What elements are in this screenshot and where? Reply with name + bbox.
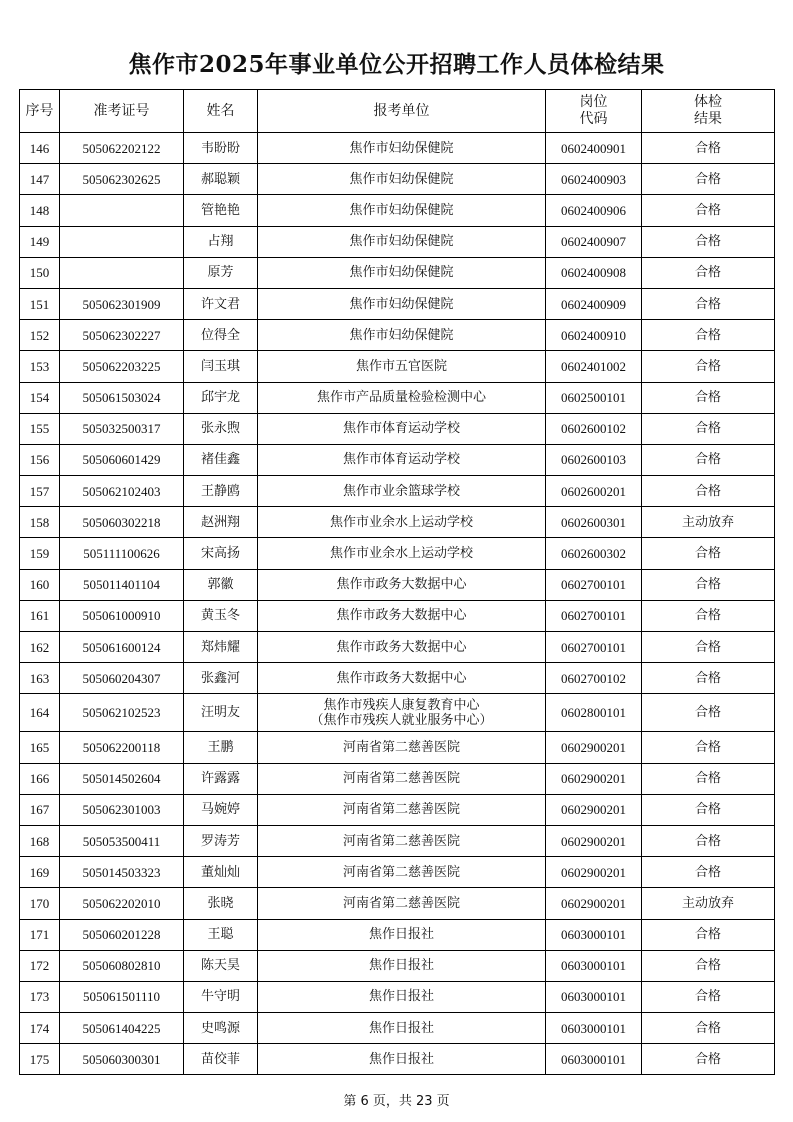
cell-unit: 焦作市妇幼保健院 — [258, 320, 546, 351]
cell-post-code: 0603000101 — [546, 981, 642, 1012]
cell-unit: 焦作市政务大数据中心 — [258, 632, 546, 663]
results-table — [19, 89, 775, 1075]
cell-result: 合格 — [642, 195, 775, 226]
cell-unit-line1: 焦作市残疾人康复教育中心 — [323, 697, 480, 713]
cell-exam-no: 505062102523 — [60, 694, 184, 732]
cell-seq: 148 — [20, 195, 60, 226]
cell-exam-no: 505060601429 — [60, 444, 184, 475]
cell-seq: 163 — [20, 663, 60, 694]
cell-unit: 焦作市五官医院 — [258, 351, 546, 382]
cell-name: 董灿灿 — [184, 857, 258, 888]
cell-result: 合格 — [642, 476, 775, 507]
cell-result: 合格 — [642, 600, 775, 631]
cell-result: 合格 — [642, 1044, 775, 1075]
cell-post-code: 0602400907 — [546, 226, 642, 257]
table-row — [20, 888, 775, 919]
cell-name: 苗佼菲 — [184, 1044, 258, 1075]
cell-exam-no: 505062102403 — [60, 476, 184, 507]
cell-seq: 146 — [20, 133, 60, 164]
cell-result: 合格 — [642, 694, 775, 732]
cell-post-code: 0602900201 — [546, 888, 642, 919]
cell-exam-no: 505061503024 — [60, 382, 184, 413]
cell-result: 合格 — [642, 981, 775, 1012]
cell-name: 郝聪颖 — [184, 164, 258, 195]
cell-name: 张永煦 — [184, 413, 258, 444]
cell-unit: 焦作市妇幼保健院 — [258, 257, 546, 288]
cell-name: 马婉婷 — [184, 794, 258, 825]
cell-exam-no: 505061404225 — [60, 1013, 184, 1044]
cell-name: 汪明友 — [184, 694, 258, 732]
header-unit: 报考单位 — [258, 90, 546, 133]
cell-result: 合格 — [642, 919, 775, 950]
table-row — [20, 1044, 775, 1075]
cell-result: 合格 — [642, 226, 775, 257]
cell-unit: 焦作市产品质量检验检测中心 — [258, 382, 546, 413]
cell-seq: 154 — [20, 382, 60, 413]
cell-seq: 159 — [20, 538, 60, 569]
table-body — [20, 133, 775, 1075]
cell-seq: 160 — [20, 569, 60, 600]
cell-exam-no: 505060802810 — [60, 950, 184, 981]
cell-seq: 165 — [20, 732, 60, 763]
cell-unit: 焦作日报社 — [258, 950, 546, 981]
table-row — [20, 763, 775, 794]
cell-exam-no: 505062202010 — [60, 888, 184, 919]
table-row — [20, 351, 775, 382]
cell-result: 合格 — [642, 1013, 775, 1044]
cell-exam-no: 505032500317 — [60, 413, 184, 444]
cell-name: 王静鸥 — [184, 476, 258, 507]
header-post-code-line1: 岗位 — [579, 94, 608, 110]
cell-result: 合格 — [642, 257, 775, 288]
table-row — [20, 1013, 775, 1044]
cell-unit: 焦作市业余水上运动学校 — [258, 507, 546, 538]
table-row — [20, 226, 775, 257]
cell-seq: 169 — [20, 857, 60, 888]
header-name: 姓名 — [184, 90, 258, 133]
cell-result: 主动放弃 — [642, 507, 775, 538]
cell-exam-no: 505060204307 — [60, 663, 184, 694]
cell-seq: 152 — [20, 320, 60, 351]
cell-exam-no: 505062301909 — [60, 288, 184, 319]
cell-exam-no: 505060302218 — [60, 507, 184, 538]
cell-seq: 151 — [20, 288, 60, 319]
cell-result: 合格 — [642, 413, 775, 444]
cell-name: 闫玉琪 — [184, 351, 258, 382]
cell-post-code: 0602900201 — [546, 825, 642, 856]
table-row — [20, 382, 775, 413]
cell-exam-no: 505061501110 — [60, 981, 184, 1012]
cell-seq: 167 — [20, 794, 60, 825]
table-row — [20, 732, 775, 763]
table-row — [20, 632, 775, 663]
header-result-line2: 结果 — [694, 111, 722, 127]
cell-unit: 焦作市政务大数据中心 — [258, 600, 546, 631]
table-row — [20, 950, 775, 981]
cell-unit: 河南省第二慈善医院 — [258, 732, 546, 763]
cell-seq: 164 — [20, 694, 60, 732]
cell-name: 宋高扬 — [184, 538, 258, 569]
table-row — [20, 569, 775, 600]
cell-seq: 153 — [20, 351, 60, 382]
cell-name: 牛守明 — [184, 981, 258, 1012]
table-header-row — [20, 90, 775, 133]
table-row — [20, 257, 775, 288]
cell-post-code: 0602600302 — [546, 538, 642, 569]
cell-unit: 焦作市妇幼保健院 — [258, 164, 546, 195]
cell-seq: 170 — [20, 888, 60, 919]
cell-post-code: 0603000101 — [546, 919, 642, 950]
cell-post-code: 0602600301 — [546, 507, 642, 538]
cell-post-code: 0602900201 — [546, 763, 642, 794]
cell-unit: 焦作市妇幼保健院 — [258, 226, 546, 257]
cell-result: 合格 — [642, 950, 775, 981]
header-seq: 序号 — [20, 90, 60, 133]
cell-exam-no — [60, 195, 184, 226]
cell-name: 陈天昊 — [184, 950, 258, 981]
table-row — [20, 413, 775, 444]
cell-result: 合格 — [642, 794, 775, 825]
cell-name: 张鑫河 — [184, 663, 258, 694]
page-footer: 第 6 页，共 23 页 — [343, 1094, 450, 1109]
cell-result: 主动放弃 — [642, 888, 775, 919]
cell-seq: 158 — [20, 507, 60, 538]
cell-post-code: 0603000101 — [546, 1013, 642, 1044]
cell-seq: 172 — [20, 950, 60, 981]
cell-exam-no: 505062203225 — [60, 351, 184, 382]
header-exam-no: 准考证号 — [60, 90, 184, 133]
cell-result: 合格 — [642, 382, 775, 413]
table-row — [20, 857, 775, 888]
cell-exam-no: 505011401104 — [60, 569, 184, 600]
cell-unit-line2: （焦作市残疾人就业服务中心） — [310, 712, 493, 728]
table-row — [20, 919, 775, 950]
table-row — [20, 164, 775, 195]
cell-post-code: 0602600201 — [546, 476, 642, 507]
cell-name: 张晓 — [184, 888, 258, 919]
cell-post-code: 0602900201 — [546, 732, 642, 763]
header-result — [642, 90, 775, 133]
cell-name: 罗涛芳 — [184, 825, 258, 856]
cell-unit: 焦作市体育运动学校 — [258, 444, 546, 475]
cell-seq: 171 — [20, 919, 60, 950]
cell-seq: 162 — [20, 632, 60, 663]
cell-post-code: 0602800101 — [546, 694, 642, 732]
cell-name: 管艳艳 — [184, 195, 258, 226]
cell-exam-no: 505062302227 — [60, 320, 184, 351]
cell-unit: 焦作市业余水上运动学校 — [258, 538, 546, 569]
header-result-line1: 体检 — [694, 94, 722, 110]
cell-unit: 焦作日报社 — [258, 981, 546, 1012]
cell-result: 合格 — [642, 732, 775, 763]
cell-seq: 156 — [20, 444, 60, 475]
table-row — [20, 507, 775, 538]
cell-seq: 161 — [20, 600, 60, 631]
cell-exam-no: 505053500411 — [60, 825, 184, 856]
cell-seq: 155 — [20, 413, 60, 444]
table-row — [20, 288, 775, 319]
cell-seq: 174 — [20, 1013, 60, 1044]
cell-name: 王聪 — [184, 919, 258, 950]
cell-name: 原芳 — [184, 257, 258, 288]
cell-unit: 焦作市政务大数据中心 — [258, 663, 546, 694]
table-row — [20, 663, 775, 694]
table-row — [20, 794, 775, 825]
cell-post-code: 0602700101 — [546, 600, 642, 631]
cell-post-code: 0602400903 — [546, 164, 642, 195]
cell-unit: 焦作市妇幼保健院 — [258, 288, 546, 319]
cell-seq: 149 — [20, 226, 60, 257]
cell-result: 合格 — [642, 825, 775, 856]
cell-exam-no: 505060300301 — [60, 1044, 184, 1075]
cell-exam-no — [60, 226, 184, 257]
cell-name: 位得全 — [184, 320, 258, 351]
cell-result: 合格 — [642, 663, 775, 694]
cell-unit: 焦作日报社 — [258, 1044, 546, 1075]
cell-unit: 河南省第二慈善医院 — [258, 857, 546, 888]
cell-post-code: 0603000101 — [546, 1044, 642, 1075]
cell-post-code: 0602700102 — [546, 663, 642, 694]
cell-result: 合格 — [642, 857, 775, 888]
header-post-code — [546, 90, 642, 133]
cell-name: 郭徽 — [184, 569, 258, 600]
cell-exam-no: 505062202122 — [60, 133, 184, 164]
cell-post-code: 0602600103 — [546, 444, 642, 475]
cell-name: 韦盼盼 — [184, 133, 258, 164]
table-row — [20, 600, 775, 631]
cell-result: 合格 — [642, 632, 775, 663]
cell-seq: 147 — [20, 164, 60, 195]
cell-unit: 河南省第二慈善医院 — [258, 794, 546, 825]
cell-post-code: 0602401002 — [546, 351, 642, 382]
table-row — [20, 538, 775, 569]
cell-name: 赵洲翔 — [184, 507, 258, 538]
cell-seq: 175 — [20, 1044, 60, 1075]
cell-exam-no: 505062200118 — [60, 732, 184, 763]
cell-exam-no: 505061000910 — [60, 600, 184, 631]
header-post-code-line2: 代码 — [579, 111, 608, 127]
cell-post-code: 0602500101 — [546, 382, 642, 413]
cell-result: 合格 — [642, 444, 775, 475]
table-row — [20, 825, 775, 856]
cell-result: 合格 — [642, 569, 775, 600]
cell-result: 合格 — [642, 288, 775, 319]
cell-unit — [258, 694, 546, 732]
cell-seq: 173 — [20, 981, 60, 1012]
cell-exam-no: 505062301003 — [60, 794, 184, 825]
table-row — [20, 981, 775, 1012]
cell-result: 合格 — [642, 351, 775, 382]
cell-exam-no: 505111100626 — [60, 538, 184, 569]
cell-name: 郑炜耀 — [184, 632, 258, 663]
table-row — [20, 320, 775, 351]
cell-unit: 焦作市体育运动学校 — [258, 413, 546, 444]
page-title: 焦作市2025年事业单位公开招聘工作人员体检结果 — [128, 51, 665, 78]
cell-name: 占翔 — [184, 226, 258, 257]
table-row — [20, 694, 775, 732]
cell-post-code: 0602900201 — [546, 794, 642, 825]
cell-seq: 166 — [20, 763, 60, 794]
cell-unit: 焦作日报社 — [258, 1013, 546, 1044]
cell-post-code: 0602400910 — [546, 320, 642, 351]
cell-exam-no — [60, 257, 184, 288]
cell-unit: 焦作市业余篮球学校 — [258, 476, 546, 507]
cell-name: 史鸣源 — [184, 1013, 258, 1044]
cell-unit: 河南省第二慈善医院 — [258, 763, 546, 794]
cell-post-code: 0602900201 — [546, 857, 642, 888]
cell-unit: 焦作市妇幼保健院 — [258, 133, 546, 164]
cell-post-code: 0602700101 — [546, 569, 642, 600]
cell-exam-no: 505062302625 — [60, 164, 184, 195]
cell-seq: 150 — [20, 257, 60, 288]
cell-name: 黄玉冬 — [184, 600, 258, 631]
table-row — [20, 133, 775, 164]
cell-seq: 157 — [20, 476, 60, 507]
cell-result: 合格 — [642, 763, 775, 794]
cell-post-code: 0603000101 — [546, 950, 642, 981]
cell-post-code: 0602400901 — [546, 133, 642, 164]
cell-name: 许文君 — [184, 288, 258, 319]
cell-post-code: 0602700101 — [546, 632, 642, 663]
cell-exam-no: 505060201228 — [60, 919, 184, 950]
cell-result: 合格 — [642, 538, 775, 569]
cell-result: 合格 — [642, 320, 775, 351]
cell-name: 褚佳鑫 — [184, 444, 258, 475]
cell-exam-no: 505014502604 — [60, 763, 184, 794]
cell-exam-no: 505061600124 — [60, 632, 184, 663]
cell-post-code: 0602600102 — [546, 413, 642, 444]
cell-exam-no: 505014503323 — [60, 857, 184, 888]
cell-unit: 河南省第二慈善医院 — [258, 888, 546, 919]
table-row — [20, 444, 775, 475]
cell-name: 王鹏 — [184, 732, 258, 763]
cell-post-code: 0602400908 — [546, 257, 642, 288]
cell-post-code: 0602400909 — [546, 288, 642, 319]
cell-seq: 168 — [20, 825, 60, 856]
cell-unit: 河南省第二慈善医院 — [258, 825, 546, 856]
cell-result: 合格 — [642, 133, 775, 164]
cell-unit: 焦作日报社 — [258, 919, 546, 950]
cell-name: 许露露 — [184, 763, 258, 794]
cell-post-code: 0602400906 — [546, 195, 642, 226]
cell-name: 邱宇龙 — [184, 382, 258, 413]
cell-result: 合格 — [642, 164, 775, 195]
table-row — [20, 195, 775, 226]
cell-unit: 焦作市妇幼保健院 — [258, 195, 546, 226]
cell-unit: 焦作市政务大数据中心 — [258, 569, 546, 600]
table-row — [20, 476, 775, 507]
